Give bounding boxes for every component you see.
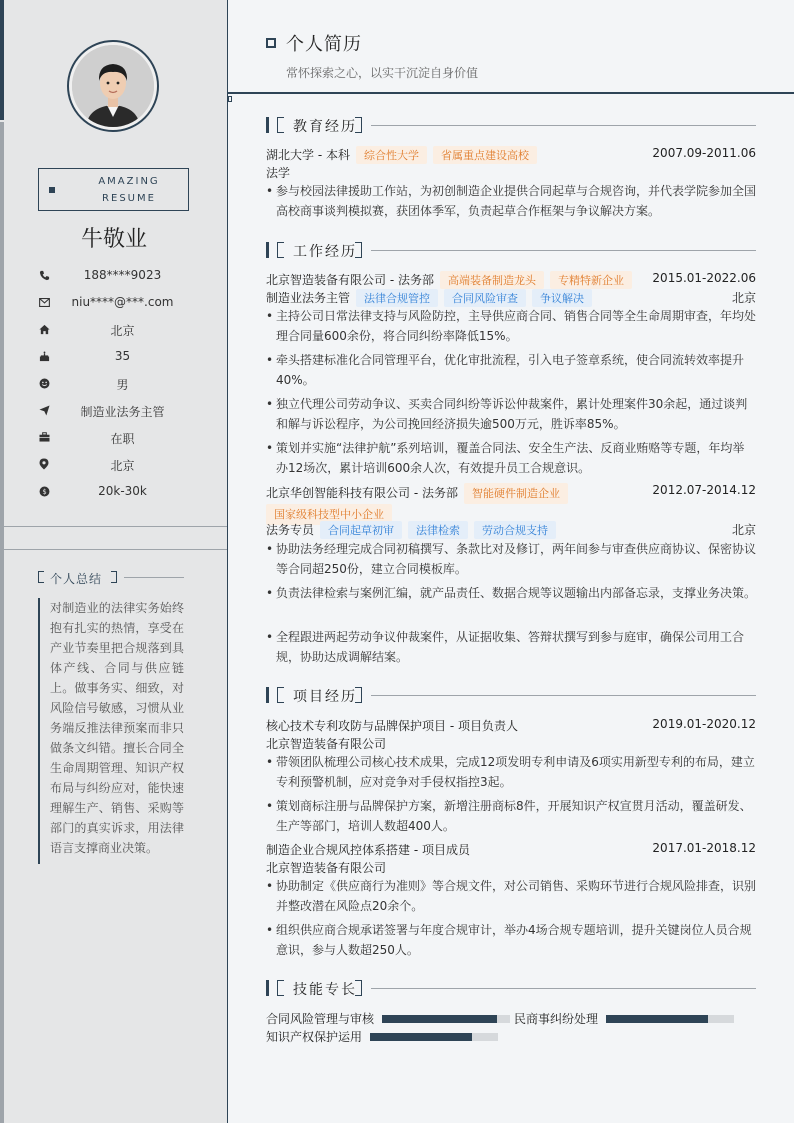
work-company: 北京华创智能科技有限公司 - 法务部 xyxy=(266,486,458,500)
project-date: 2017.01-2018.12 xyxy=(652,841,756,855)
skill-level-fill xyxy=(606,1015,708,1023)
project-bullet: • 协助制定《供应商行为准则》等合规文件，对公司销售、采购环节进行合规风险排查，识别并整改潜在风险点20余个。 xyxy=(266,876,756,916)
education-header xyxy=(266,146,756,164)
project-date: 2019.01-2020.12 xyxy=(652,717,756,731)
section-title: 技能专长 xyxy=(293,982,357,998)
project-title: 核心技术专利攻防与品牌保护项目 - 项目负责人 xyxy=(266,719,518,733)
summary-heading xyxy=(38,570,188,584)
work-bullet: • 协助法务经理完成合同初稿撰写、条款比对及修订，两年间参与审查供应商协议、保密协议等合同超250份，建立合同模板库。 xyxy=(266,539,756,579)
work-bullet: • 牵头搭建标准化合同管理平台，优化审批流程，引入电子签章系统，使合同流转效率提升40%。 xyxy=(266,350,756,390)
salary-value: 20k-30k xyxy=(98,484,147,498)
work-bullet: • 策划并实施“法律护航”系列培训，覆盖合同法、安全生产法、反商业贿赂等专题，年均举办12场次，累计培训600余人次，有效提升员工合规意识。 xyxy=(266,438,756,478)
role-tag: 法律检索 xyxy=(408,521,468,539)
work-role: 法务专员 xyxy=(266,523,315,537)
skill-level-fill xyxy=(370,1033,472,1041)
person-portrait-icon xyxy=(72,45,154,127)
badge-square-icon xyxy=(49,187,55,193)
role-tag: 争议解决 xyxy=(532,289,592,307)
education-tag: 省属重点建设高校 xyxy=(433,146,537,164)
phone-value: 188****9023 xyxy=(83,268,162,282)
work-company: 北京智造装备有限公司 - 法务部 xyxy=(266,273,434,287)
work-role-row xyxy=(266,289,756,307)
project-org-row xyxy=(266,859,756,877)
work-date: 2012.07-2014.12 xyxy=(652,483,756,497)
email-value: niu****@***.com xyxy=(71,295,174,309)
bracket-right-icon xyxy=(355,980,362,996)
work-bullet: • 负责法律检索与案例汇编，就产品责任、数据合规等议题输出内部备忘录，支撑业务决策。 xyxy=(266,583,756,603)
money-icon xyxy=(38,485,50,497)
work-role-row xyxy=(266,521,756,539)
company-tag: 高端装备制造龙头 xyxy=(440,271,544,289)
skill-level-track xyxy=(606,1015,734,1023)
skill-name: 合同风险管理与审核 xyxy=(266,1012,375,1026)
gender-value: 男 xyxy=(116,378,129,392)
briefcase-icon xyxy=(38,431,50,443)
work-header xyxy=(266,483,756,519)
main-content xyxy=(228,0,794,1123)
education-tag: 综合性大学 xyxy=(356,146,427,164)
project-org-row xyxy=(266,735,756,753)
resume-badge xyxy=(38,168,189,211)
skill-item xyxy=(266,1010,510,1026)
info-email xyxy=(30,294,220,312)
work-bullet: • 主持公司日常法律支持与风险防控，主导供应商合同、销售合同等全生命周期审查，年均处理合同量600余份，将合同纠纷率降低15%。 xyxy=(266,306,756,346)
summary-accent-bar xyxy=(38,598,40,864)
smile-icon xyxy=(38,377,50,389)
skill-level-track xyxy=(382,1015,510,1023)
role-tag: 合同起草初审 xyxy=(320,521,402,539)
skill-item xyxy=(514,1010,734,1026)
residence-value: 北京 xyxy=(110,324,135,338)
skill-level-track xyxy=(370,1033,498,1041)
header-rule xyxy=(228,92,794,94)
sidebar-divider xyxy=(4,526,227,527)
bracket-right-icon xyxy=(355,242,362,258)
skill-name: 民商事纠纷处理 xyxy=(514,1012,599,1026)
role-tag: 法律合规管控 xyxy=(356,289,438,307)
profile-photo xyxy=(72,45,154,127)
status-value: 在职 xyxy=(110,432,135,446)
sidebar-edge xyxy=(0,122,4,1123)
section-rule xyxy=(371,695,756,696)
project-header xyxy=(266,841,756,859)
project-bullet: • 策划商标注册与品牌保护方案，新增注册商标8件，开展知识产权宣贯月活动，覆盖研发、生产等部门，培训人数超400人。 xyxy=(266,796,756,836)
page-title: 个人简历 xyxy=(286,34,362,55)
candidate-name: 牛敬业 xyxy=(80,227,147,252)
section-heading-projects xyxy=(266,687,756,703)
project-org: 北京智造装备有限公司 xyxy=(266,861,387,875)
project-org: 北京智造装备有限公司 xyxy=(266,737,387,751)
work-role: 制造业法务主管 xyxy=(266,291,351,305)
section-rule xyxy=(371,125,756,126)
section-heading-work xyxy=(266,242,756,258)
title-square-icon xyxy=(266,38,276,48)
info-gender xyxy=(30,375,220,393)
badge-line-1: AMAZING xyxy=(98,176,160,187)
work-header xyxy=(266,271,756,289)
badge-line-2: RESUME xyxy=(102,193,156,204)
info-target-city xyxy=(30,456,220,474)
cake-icon xyxy=(38,350,50,362)
bracket-right-icon xyxy=(111,571,117,583)
sidebar-divider xyxy=(4,549,227,550)
summary-title: 个人总结 xyxy=(50,572,103,586)
svg-text:$: $ xyxy=(41,487,47,496)
education-date: 2007.09-2011.06 xyxy=(652,146,756,160)
phone-icon xyxy=(38,269,50,281)
skill-level-fill xyxy=(382,1015,497,1023)
project-bullet: • 带领团队梳理公司核心技术成果，完成12项发明专利申请及6项实用新型专利的布局，建立专利预警机制，应对竞争对手侵权指控3起。 xyxy=(266,752,756,792)
education-major-row xyxy=(266,164,756,182)
section-title: 项目经历 xyxy=(293,689,357,705)
education-major: 法学 xyxy=(266,166,291,180)
target-city-value: 北京 xyxy=(110,459,135,473)
info-age xyxy=(30,348,220,366)
company-tag: 国家级科技型中小企业 xyxy=(266,504,392,525)
section-accent-bar xyxy=(266,117,269,133)
skill-name: 知识产权保护运用 xyxy=(266,1030,363,1044)
section-accent-bar xyxy=(266,242,269,258)
summary-text: 对制造业的法律实务始终抱有扎实的热情，享受在产业节奏里把合规落到具体产线、合同与供应链上。做事务实、细致，对风险信号敏感，习惯从业务端反推法律预案而非只做条文纠错。擅长合同全生命周期管理、知识产权布局与纠纷应对，能快速理解生产、销售、采购等部门的真实诉求，用法律语言支撑商业决策。 xyxy=(50,601,184,855)
section-heading-education xyxy=(266,117,756,133)
work-date: 2015.01-2022.06 xyxy=(652,271,756,285)
section-accent-bar xyxy=(266,687,269,703)
section-rule xyxy=(371,250,756,251)
sidebar-accent-bar xyxy=(0,0,4,120)
bracket-left-icon xyxy=(38,571,44,583)
bracket-left-icon xyxy=(277,242,284,258)
bracket-left-icon xyxy=(277,980,284,996)
page-subtitle: 常怀探索之心，以实干沉淀自身价值 xyxy=(286,66,479,80)
work-bullet: • 全程跟进两起劳动争议仲裁案件，从证据收集、答辩状撰写到参与庭审，确保公司用工合规，协助达成调解结案。 xyxy=(266,627,756,667)
section-title: 工作经历 xyxy=(293,244,357,260)
home-icon xyxy=(38,323,50,335)
section-title: 教育经历 xyxy=(293,119,357,135)
bracket-right-icon xyxy=(355,117,362,133)
project-header xyxy=(266,717,756,735)
send-icon xyxy=(38,404,50,416)
location-pin-icon xyxy=(38,458,50,470)
info-residence xyxy=(30,321,220,339)
role-tag: 合同风险审查 xyxy=(444,289,526,307)
project-title: 制造企业合规风控体系搭建 - 项目成员 xyxy=(266,843,470,857)
bracket-left-icon xyxy=(277,117,284,133)
section-heading-skills xyxy=(266,980,756,996)
role-tag: 劳动合规支持 xyxy=(474,521,556,539)
avatar xyxy=(67,40,159,132)
summary-title-rule xyxy=(124,577,184,578)
education-school: 湖北大学 - 本科 xyxy=(266,148,350,162)
section-accent-bar xyxy=(266,980,269,996)
target-position-value: 制造业法务主管 xyxy=(80,405,165,419)
mail-icon xyxy=(38,296,50,308)
info-status xyxy=(30,429,220,447)
section-rule xyxy=(371,988,756,989)
corner-mark xyxy=(228,96,232,102)
skill-item xyxy=(266,1028,498,1044)
age-value: 35 xyxy=(114,349,131,363)
sidebar xyxy=(0,0,228,1123)
info-salary xyxy=(30,483,220,501)
work-bullet: • 独立代理公司劳动争议、买卖合同纠纷等诉讼仲裁案件，累计处理案件30余起，通过谈判和解与诉讼程序，为公司挽回经济损失逾500万元，胜诉率85%。 xyxy=(266,394,756,434)
project-bullet: • 组织供应商合规承诺签署与年度合规审计，举办4场合规专题培训，提升关键岗位人员合规意识，参与人数超250人。 xyxy=(266,920,756,960)
education-bullet: • 参与校园法律援助工作站，为初创制造企业提供合同起草与合规咨询，并代表学院参加全国高校商事谈判模拟赛，获团体季军，负责起草合作框架与争议解决方案。 xyxy=(266,181,756,221)
company-tag: 专精特新企业 xyxy=(550,271,632,289)
info-phone xyxy=(30,267,220,285)
bracket-right-icon xyxy=(355,687,362,703)
info-target-position xyxy=(30,402,220,420)
bracket-left-icon xyxy=(277,687,284,703)
work-city: 北京 xyxy=(731,523,756,537)
work-city: 北京 xyxy=(731,291,756,305)
company-tag: 智能硬件制造企业 xyxy=(464,483,568,504)
